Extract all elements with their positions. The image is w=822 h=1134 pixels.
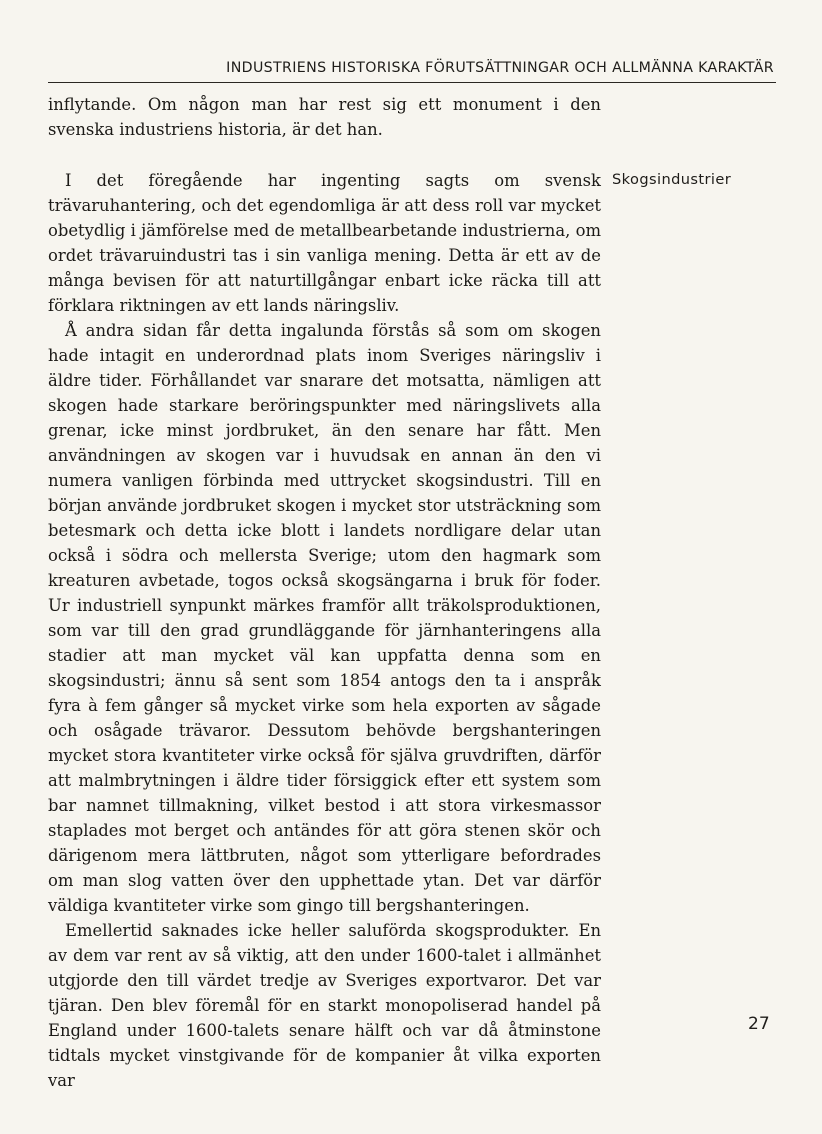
margin-note-skogsindustrier: Skogsindustrier <box>612 171 732 188</box>
running-header-title: INDUSTRIENS HISTORISKA FÖRUTSÄTTNINGAR OCH ALLMÄNNA KARAKTÄR <box>226 60 774 76</box>
paragraph-2: Å andra sidan får detta ingalunda förstås så som om skogen hade intagit en underordnad plats inom Sveriges näringsliv i äldre tider. Förhållandet var snarare det motsatta, nämligen att skogen hade starkare beröringspunkter med näringslivets alla grenar, icke minst jordbruket, än den senare har fått. Men användningen av skogen var i huvudsak en annan än den vi numera vanligen förbinda med uttrycket skogsindustri. Till en början använde jordbruket skogen i mycket stor utsträckning som betesmark och detta icke blott i landets nordligare delar utan också i södra och mellersta Sverige; utom den hagmark som kreaturen avbetade, togos också skogsängarna i bruk för foder. Ur industriell synpunkt märkes framför allt träkolsproduktionen, som var till den grad grundläggande för järnhanteringens alla stadier att man mycket väl kan uppfatta denna som en skogsindustri; ännu så sent som 1854 antogs den ta i anspråk fyra à fem gånger så mycket virke som hela exporten av sågade och osågade trävaror. Dessutom behövde bergshanteringen mycket stora kvantiteter virke också för själva gruvdriften, därför att malmbrytningen i äldre tider försiggick efter ett system som bar namnet tillmakning, vilket bestod i att stora virkesmassor staplades mot berget och antändes för att göra stenen skör och därigenom mera lättbruten, något som ytterligare befordrades om man slog vatten över den upphettade ytan. Det var därför väldiga kvantiteter virke som gingo till bergshanteringen. <box>48 321 601 915</box>
text-block-continuation <box>48 92 601 142</box>
paragraph-3: Emellertid saknades icke heller saluförda skogsprodukter. En av dem var rent av så viktig, att den under 1600-talet i allmänhet utgjorde den till värdet tredje av Sveriges exportvaror. Det var tjäran. Den blev föremål för en starkt monopoliserad handel på England under 1600-talets senare hälft och var då åtminstone tidtals mycket vinstgivande för de kompanier åt vilka exporten var <box>48 921 601 1090</box>
running-header <box>48 60 776 83</box>
paragraph-continuation: inflytande. Om någon man har rest sig ett monument i den svenska industriens historia, är det han. <box>48 95 601 139</box>
paragraph-1: I det föregående har ingenting sagts om svensk trävaruhantering, och det egendomliga är att dess roll var mycket obetydlig i jämförelse med de metallbearbetande industrierna, om ordet trävaruindustri tas i sin vanliga mening. Detta är ett av de många bevisen för att naturtillgångar enbart icke räcka till att förklara riktningen av ett lands näringsliv. <box>48 171 601 315</box>
text-block-main <box>48 168 601 1093</box>
page-number: 27 <box>748 1014 770 1034</box>
